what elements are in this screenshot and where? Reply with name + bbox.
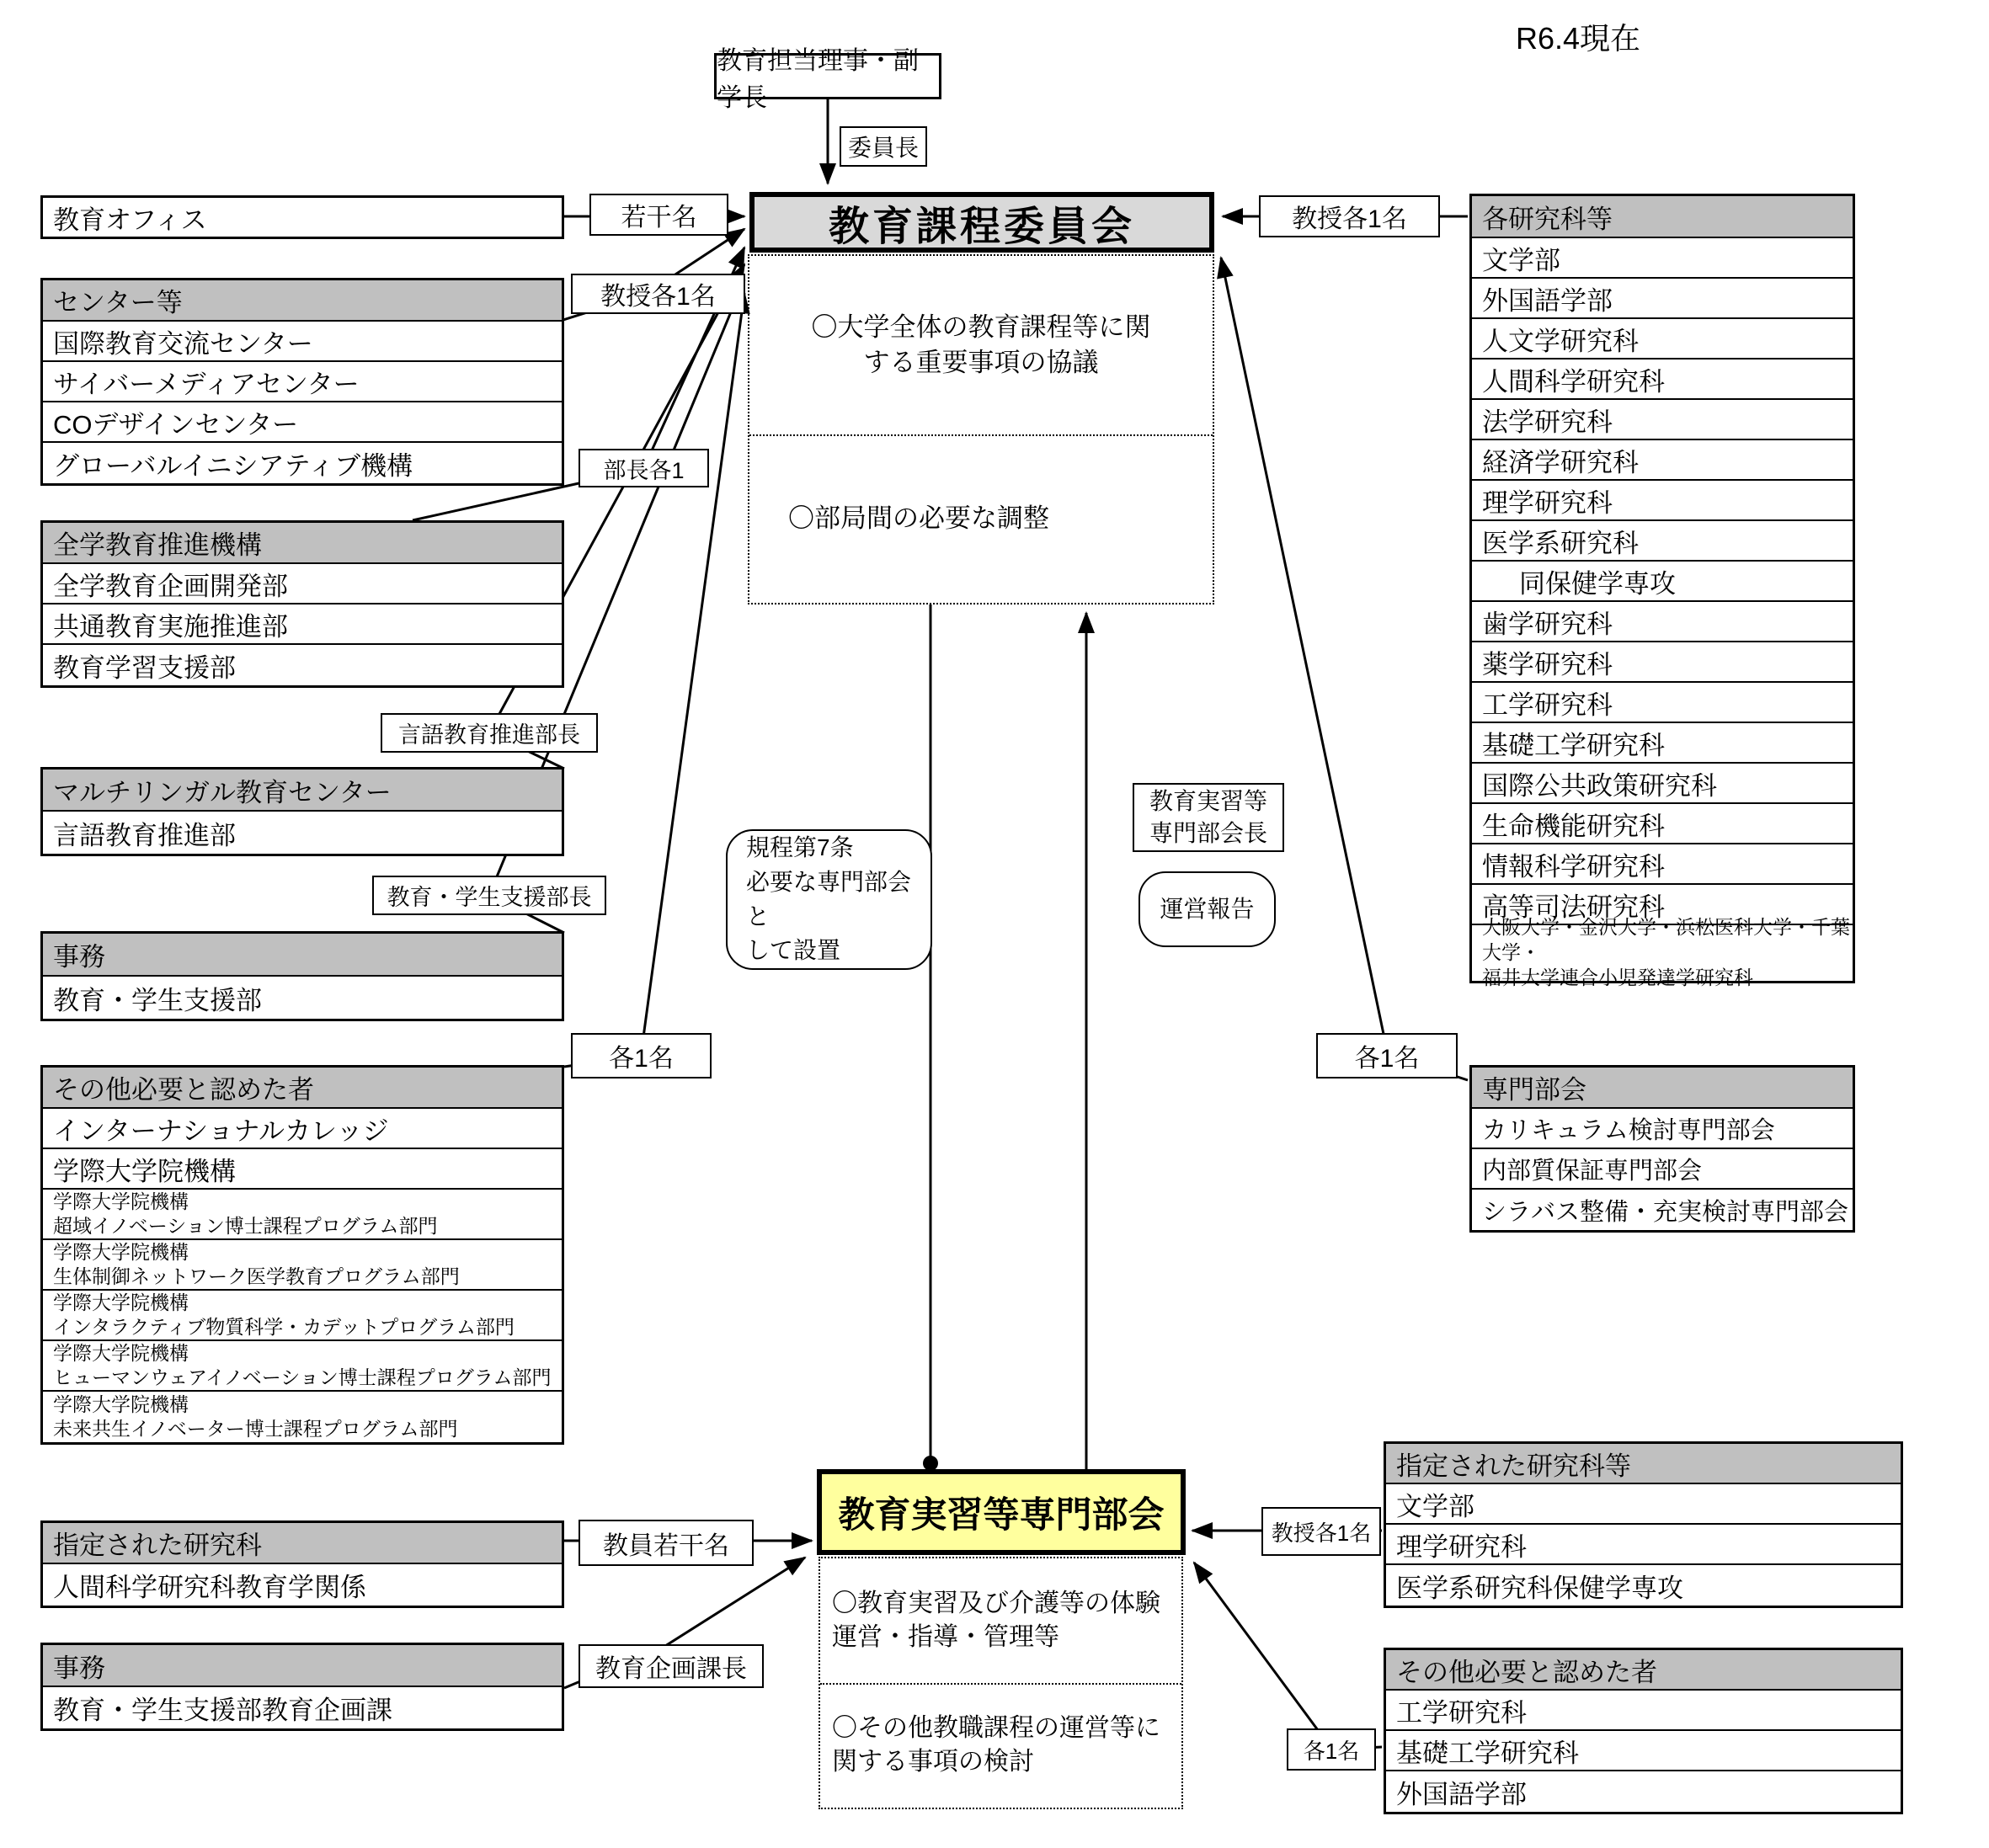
- label-kikaku-kacho: 教育企画課長: [579, 1644, 764, 1688]
- group-zengaku: [40, 520, 564, 688]
- subcommittee-title: 教育実習等専門部会: [838, 1494, 1165, 1536]
- unei-report-box: 運営報告: [1138, 871, 1276, 947]
- group-row: 医学系研究科保健学専攻: [1386, 1565, 1901, 1606]
- group-row: 内部質保証専門部会: [1472, 1149, 1853, 1190]
- group-header: 指定された研究科: [43, 1523, 562, 1564]
- group-header: 専門部会: [1472, 1068, 1853, 1109]
- group-row: 理学研究科: [1386, 1525, 1901, 1565]
- office-box: 教育オフィス: [40, 195, 564, 239]
- subcommittee-duty-2: 〇その他教職課程の運営等に 関する事項の検討: [832, 1713, 1160, 1776]
- group-row: 学際大学院機構: [43, 1149, 562, 1190]
- group-jimu-1: [40, 931, 564, 1021]
- group-row: インターナショナルカレッジ: [43, 1109, 562, 1149]
- group-multilingual: [40, 767, 564, 856]
- label-jakkan: 若干名: [589, 194, 728, 236]
- group-row: 文学部: [1472, 238, 1853, 279]
- group-header: 全学教育推進機構: [43, 523, 562, 564]
- group-others-left: [40, 1065, 564, 1445]
- executive-label: 教育担当理事・副学長: [717, 46, 919, 112]
- committee-box: [749, 192, 1214, 253]
- label-kyoju1-br: 教授各1名: [1261, 1507, 1381, 1556]
- committee-title: 教育課程委員会: [828, 204, 1135, 249]
- group-header: 各研究科等: [1472, 196, 1853, 238]
- group-header: 指定された研究科等: [1386, 1444, 1901, 1484]
- group-senmon: [1469, 1065, 1855, 1233]
- group-others-br: [1384, 1648, 1903, 1814]
- group-row: シラバス整備・充実検討専門部会: [1472, 1190, 1853, 1230]
- group-row: カリキュラム検討専門部会: [1472, 1109, 1853, 1149]
- group-row: 国際公共政策研究科: [1472, 764, 1853, 804]
- label-kaku1-left: 各1名: [571, 1033, 712, 1078]
- subcommittee-duties-box: [819, 1557, 1183, 1809]
- group-row: 外国語学部: [1386, 1771, 1901, 1812]
- group-row: 大阪大学・金沢大学・浜松医科大学・千葉大学・ 福井大学連合小児発達学研究科: [1472, 925, 1853, 981]
- group-row: 同保健学専攻: [1472, 562, 1853, 602]
- group-jimu-2: [40, 1643, 564, 1731]
- group-row: 全学教育企画開発部: [43, 564, 562, 604]
- group-row: 高等司法研究科: [1472, 885, 1853, 925]
- group-row: 医学系研究科: [1472, 521, 1853, 562]
- group-row: 共通教育実施推進部: [43, 604, 562, 645]
- label-gengo-bucho: 言語教育推進部長: [381, 713, 598, 753]
- group-header: センター等: [43, 280, 562, 322]
- label-kaku1-br: 各1名: [1287, 1728, 1376, 1771]
- group-shitei-br: [1384, 1441, 1903, 1608]
- group-row: 情報科学研究科: [1472, 844, 1853, 885]
- group-row: 理学研究科: [1472, 481, 1853, 521]
- group-header: 事務: [43, 934, 562, 977]
- group-row: 言語教育推進部: [43, 812, 562, 854]
- group-row: 教育学習支援部: [43, 645, 562, 685]
- subcommittee-box: [817, 1469, 1186, 1555]
- group-row: 工学研究科: [1472, 683, 1853, 723]
- group-row: 教育・学生支援部教育企画課: [43, 1687, 562, 1728]
- group-row: 人文学研究科: [1472, 319, 1853, 359]
- group-header: その他必要と認めた者: [1386, 1650, 1901, 1691]
- group-kenkyuka: [1469, 194, 1855, 988]
- label-kyoin-jakkan: 教員若干名: [579, 1520, 754, 1566]
- group-row: 学際大学院機構 未来共生イノベーター博士課程プログラム部門: [43, 1392, 562, 1442]
- group-row: 学際大学院機構 インタラクティブ物質科学・カデットプログラム部門: [43, 1291, 562, 1341]
- group-row: 国際教育交流センター: [43, 322, 562, 362]
- group-row: 人間科学研究科教育学関係: [43, 1564, 562, 1606]
- group-header: 事務: [43, 1645, 562, 1687]
- group-row: 基礎工学研究科: [1472, 723, 1853, 764]
- committee-duties-box: [748, 254, 1214, 604]
- group-header: その他必要と認めた者: [43, 1068, 562, 1109]
- date-note: R6.4現在: [1516, 21, 1641, 56]
- group-row: 文学部: [1386, 1484, 1901, 1525]
- committee-duty-2: 〇部局間の必要な調整: [788, 503, 1049, 534]
- group-row: 生命機能研究科: [1472, 804, 1853, 844]
- jisshu-chair-label: 教育実習等 専門部会長: [1133, 783, 1284, 852]
- group-shitei-left: [40, 1520, 564, 1608]
- group-row: 教育・学生支援部: [43, 977, 562, 1019]
- group-header: マルチリンガル教育センター: [43, 770, 562, 812]
- committee-duty-1: 〇大学全体の教育課程等に関 する重要事項の協議: [749, 256, 1213, 436]
- group-row: 人間科学研究科: [1472, 359, 1853, 400]
- group-centers: [40, 278, 564, 486]
- group-row: 外国語学部: [1472, 279, 1853, 319]
- kitei-note-box: 規程第7条 必要な専門部会と して設置: [726, 829, 932, 970]
- label-kaku1-right: 各1名: [1316, 1033, 1458, 1078]
- group-row: 経済学研究科: [1472, 440, 1853, 481]
- group-row: 学際大学院機構 生体制御ネットワーク医学教育プログラム部門: [43, 1240, 562, 1291]
- group-row: 法学研究科: [1472, 400, 1853, 440]
- group-row: 歯学研究科: [1472, 602, 1853, 642]
- group-row: 基礎工学研究科: [1386, 1731, 1901, 1771]
- label-kyoju1-right: 教授各1名: [1259, 195, 1440, 237]
- executive-box: [714, 46, 941, 112]
- group-row: COデザインセンター: [43, 402, 562, 443]
- group-row: 学際大学院機構 ヒューマンウェアイノベーション博士課程プログラム部門: [43, 1341, 562, 1392]
- label-kyoju1-left: 教授各1名: [571, 274, 745, 314]
- group-row: サイバーメディアセンター: [43, 362, 562, 402]
- label-gakusei-bucho: 教育・学生支援部長: [372, 876, 606, 915]
- subcommittee-duty-1: 〇教育実習及び介護等の体験 運営・指導・管理等: [820, 1558, 1181, 1685]
- label-bucho: 部長各1: [579, 449, 709, 487]
- group-row: 薬学研究科: [1472, 642, 1853, 683]
- chair-label: 委員長: [840, 126, 927, 167]
- group-row: 工学研究科: [1386, 1691, 1901, 1731]
- group-row: 学際大学院機構 超域イノベーション博士課程プログラム部門: [43, 1190, 562, 1240]
- group-row: グローバルイニシアティブ機構: [43, 443, 562, 483]
